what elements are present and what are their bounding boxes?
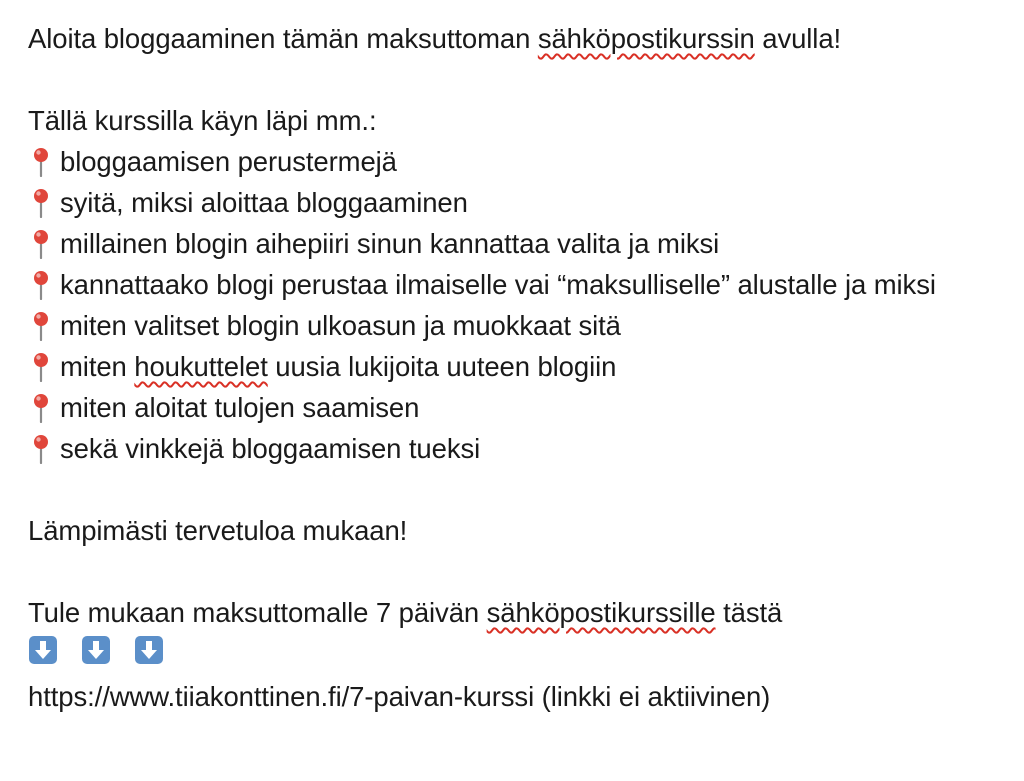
- intro-text-end: avulla!: [754, 23, 842, 54]
- list-item-text: bloggaamisen perustermejä: [60, 146, 397, 177]
- pushpin-icon: [28, 434, 54, 464]
- pushpin-icon: [28, 147, 54, 177]
- misspelled-word: sähköpostikurssille: [486, 597, 716, 628]
- arrow-row: [28, 633, 1003, 676]
- blank-line: [28, 59, 1003, 100]
- pushpin-icon: [28, 229, 54, 259]
- down-arrow-icon: [81, 635, 111, 665]
- list-item-text: syitä, miksi aloittaa bloggaaminen: [60, 187, 468, 218]
- join-text: Tule mukaan maksuttomalle 7 päivän: [28, 597, 487, 628]
- list-item: [28, 264, 1003, 305]
- list-item: [28, 305, 1003, 346]
- list-item-text: sekä vinkkejä bloggaamisen tueksi: [60, 433, 481, 464]
- intro-text: Aloita bloggaaminen tämän maksuttoman: [28, 23, 538, 54]
- welcome-line: Lämpimästi tervetuloa mukaan!: [28, 515, 408, 546]
- list-item-text: kannattaako blogi perustaa ilmaiselle vai “maksulliselle” alustalle ja miksi: [60, 269, 936, 300]
- list-item-text: miten: [60, 351, 135, 382]
- misspelled-word: sähköpostikurssin: [537, 23, 755, 54]
- list-item: [28, 182, 1003, 223]
- join-text-end: tästä: [715, 597, 783, 628]
- course-heading: Tällä kurssilla käyn läpi mm.:: [28, 105, 377, 136]
- list-item: [28, 428, 1003, 469]
- intro-line: [28, 18, 1003, 59]
- link-text: https://www.tiiakonttinen.fi/7-paivan-kurssi (linkki ei aktiivinen): [28, 681, 771, 712]
- pushpin-icon: [28, 393, 54, 423]
- join-line: [28, 592, 1003, 633]
- list-item-text: miten aloitat tulojen saamisen: [60, 392, 420, 423]
- blank-line: [28, 469, 1003, 510]
- pushpin-icon: [28, 352, 54, 382]
- pushpin-icon: [28, 188, 54, 218]
- blank-line: [28, 551, 1003, 592]
- pushpin-icon: [28, 270, 54, 300]
- list-item: [28, 387, 1003, 428]
- pushpin-icon: [28, 311, 54, 341]
- list-item-text: millainen blogin aihepiiri sinun kannattaa valita ja miksi: [60, 228, 720, 259]
- list-item: [28, 141, 1003, 182]
- down-arrow-icon: [134, 635, 164, 665]
- email-body: [28, 18, 1003, 717]
- list-item: [28, 223, 1003, 264]
- list-item-text-end: uusia lukijoita uuteen blogiin: [267, 351, 617, 382]
- misspelled-word: houkuttelet: [134, 351, 268, 382]
- down-arrow-icon: [28, 635, 58, 665]
- list-item-text: miten valitset blogin ulkoasun ja muokkaat sitä: [60, 310, 621, 341]
- list-item: [28, 346, 1003, 387]
